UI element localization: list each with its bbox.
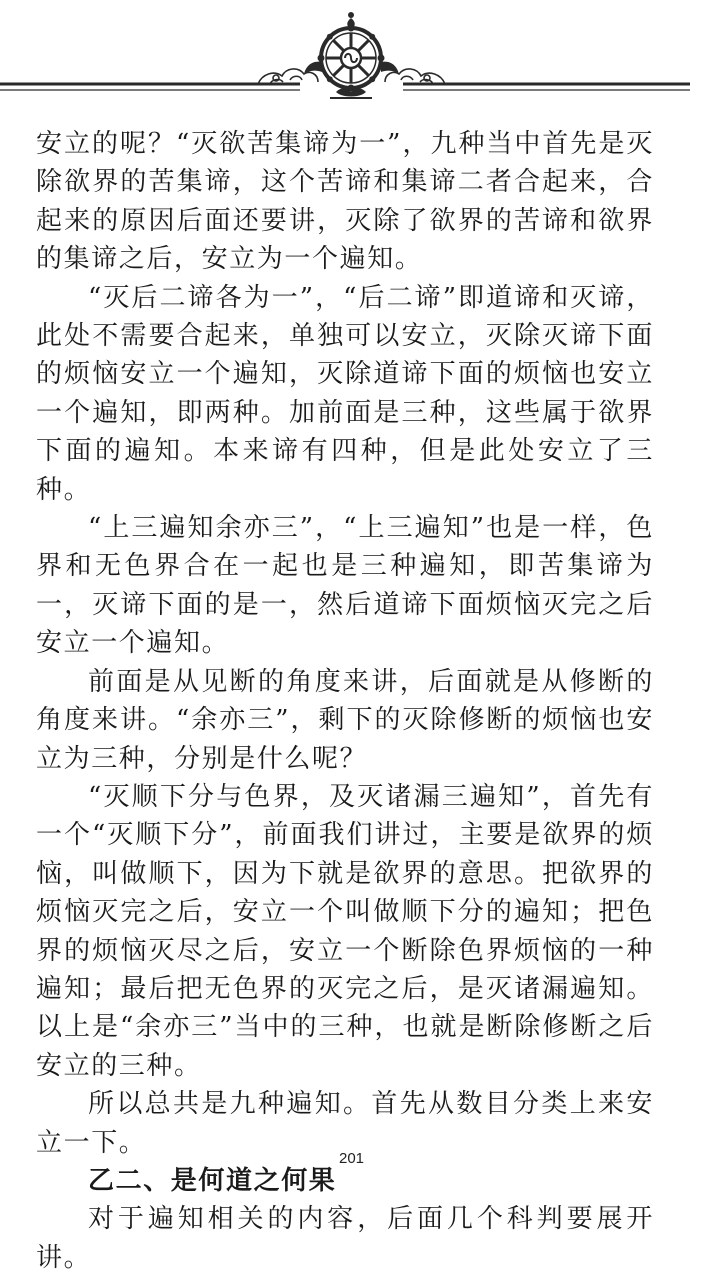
dharma-wheel-icon — [304, 12, 399, 98]
paragraph: 前面是从见断的角度来讲，后面就是从修断的角度来讲。“余亦三”，剩下的灭除修断的烦恼也安立为三种，分别是什么呢？ — [36, 666, 654, 774]
paragraph: “灭顺下分与色界，及灭诸漏三遍知”，首先有一个“灭顺下分”，前面我们讲过，主要是欲界的烦恼，叫做顺下，因为下就是欲界的意思。把欲界的烦恼灭完之后，安立一个叫做顺下分的遍知；把色界的烦恼灭尽之后，安立一个断除色界烦恼的一种遍知；最后把无色界的灭完之后，是灭诸漏遍知。以上是“余亦三”当中的三种，也就是断除修断之后安立的三种。 — [36, 781, 654, 1081]
paragraph: 所以总共是九种遍知。首先从数目分类上来安立一下。 — [36, 1089, 654, 1158]
paragraph: “灭后二谛各为一”，“后二谛”即道谛和灭谛，此处不需要合起来，单独可以安立，灭除灭谛下面的烦恼安立一个遍知，灭除道谛下面的烦恼也安立一个遍知，即两种。加前面是三种，这些属于欲界下面的遍知。本来谛有四种，但是此处安立了三种。 — [36, 282, 654, 505]
paragraph: 对于遍知相关的内容，后面几个科判要展开讲。 — [36, 1204, 654, 1273]
paragraph: 安立的呢？“灭欲苦集谛为一”，九种当中首先是灭除欲界的苦集谛，这个苦谛和集谛二者合起来，合起来的原因后面还要讲，灭除了欲界的苦谛和欲界的集谛之后，安立为一个遍知。 — [36, 129, 654, 275]
paragraph: “上三遍知余亦三”，“上三遍知”也是一样，色界和无色界合在一起也是三种遍知，即苦集谛为一，灭谛下面的是一，然后道谛下面烦恼灭完之后安立一个遍知。 — [36, 513, 654, 659]
section-heading: 乙二、是何道之何果 — [88, 1165, 337, 1196]
page-body — [36, 125, 654, 1277]
page-number: 201 — [338, 1150, 365, 1167]
page-header-ornament — [0, 0, 703, 110]
header-ornament-graphic — [0, 0, 703, 110]
